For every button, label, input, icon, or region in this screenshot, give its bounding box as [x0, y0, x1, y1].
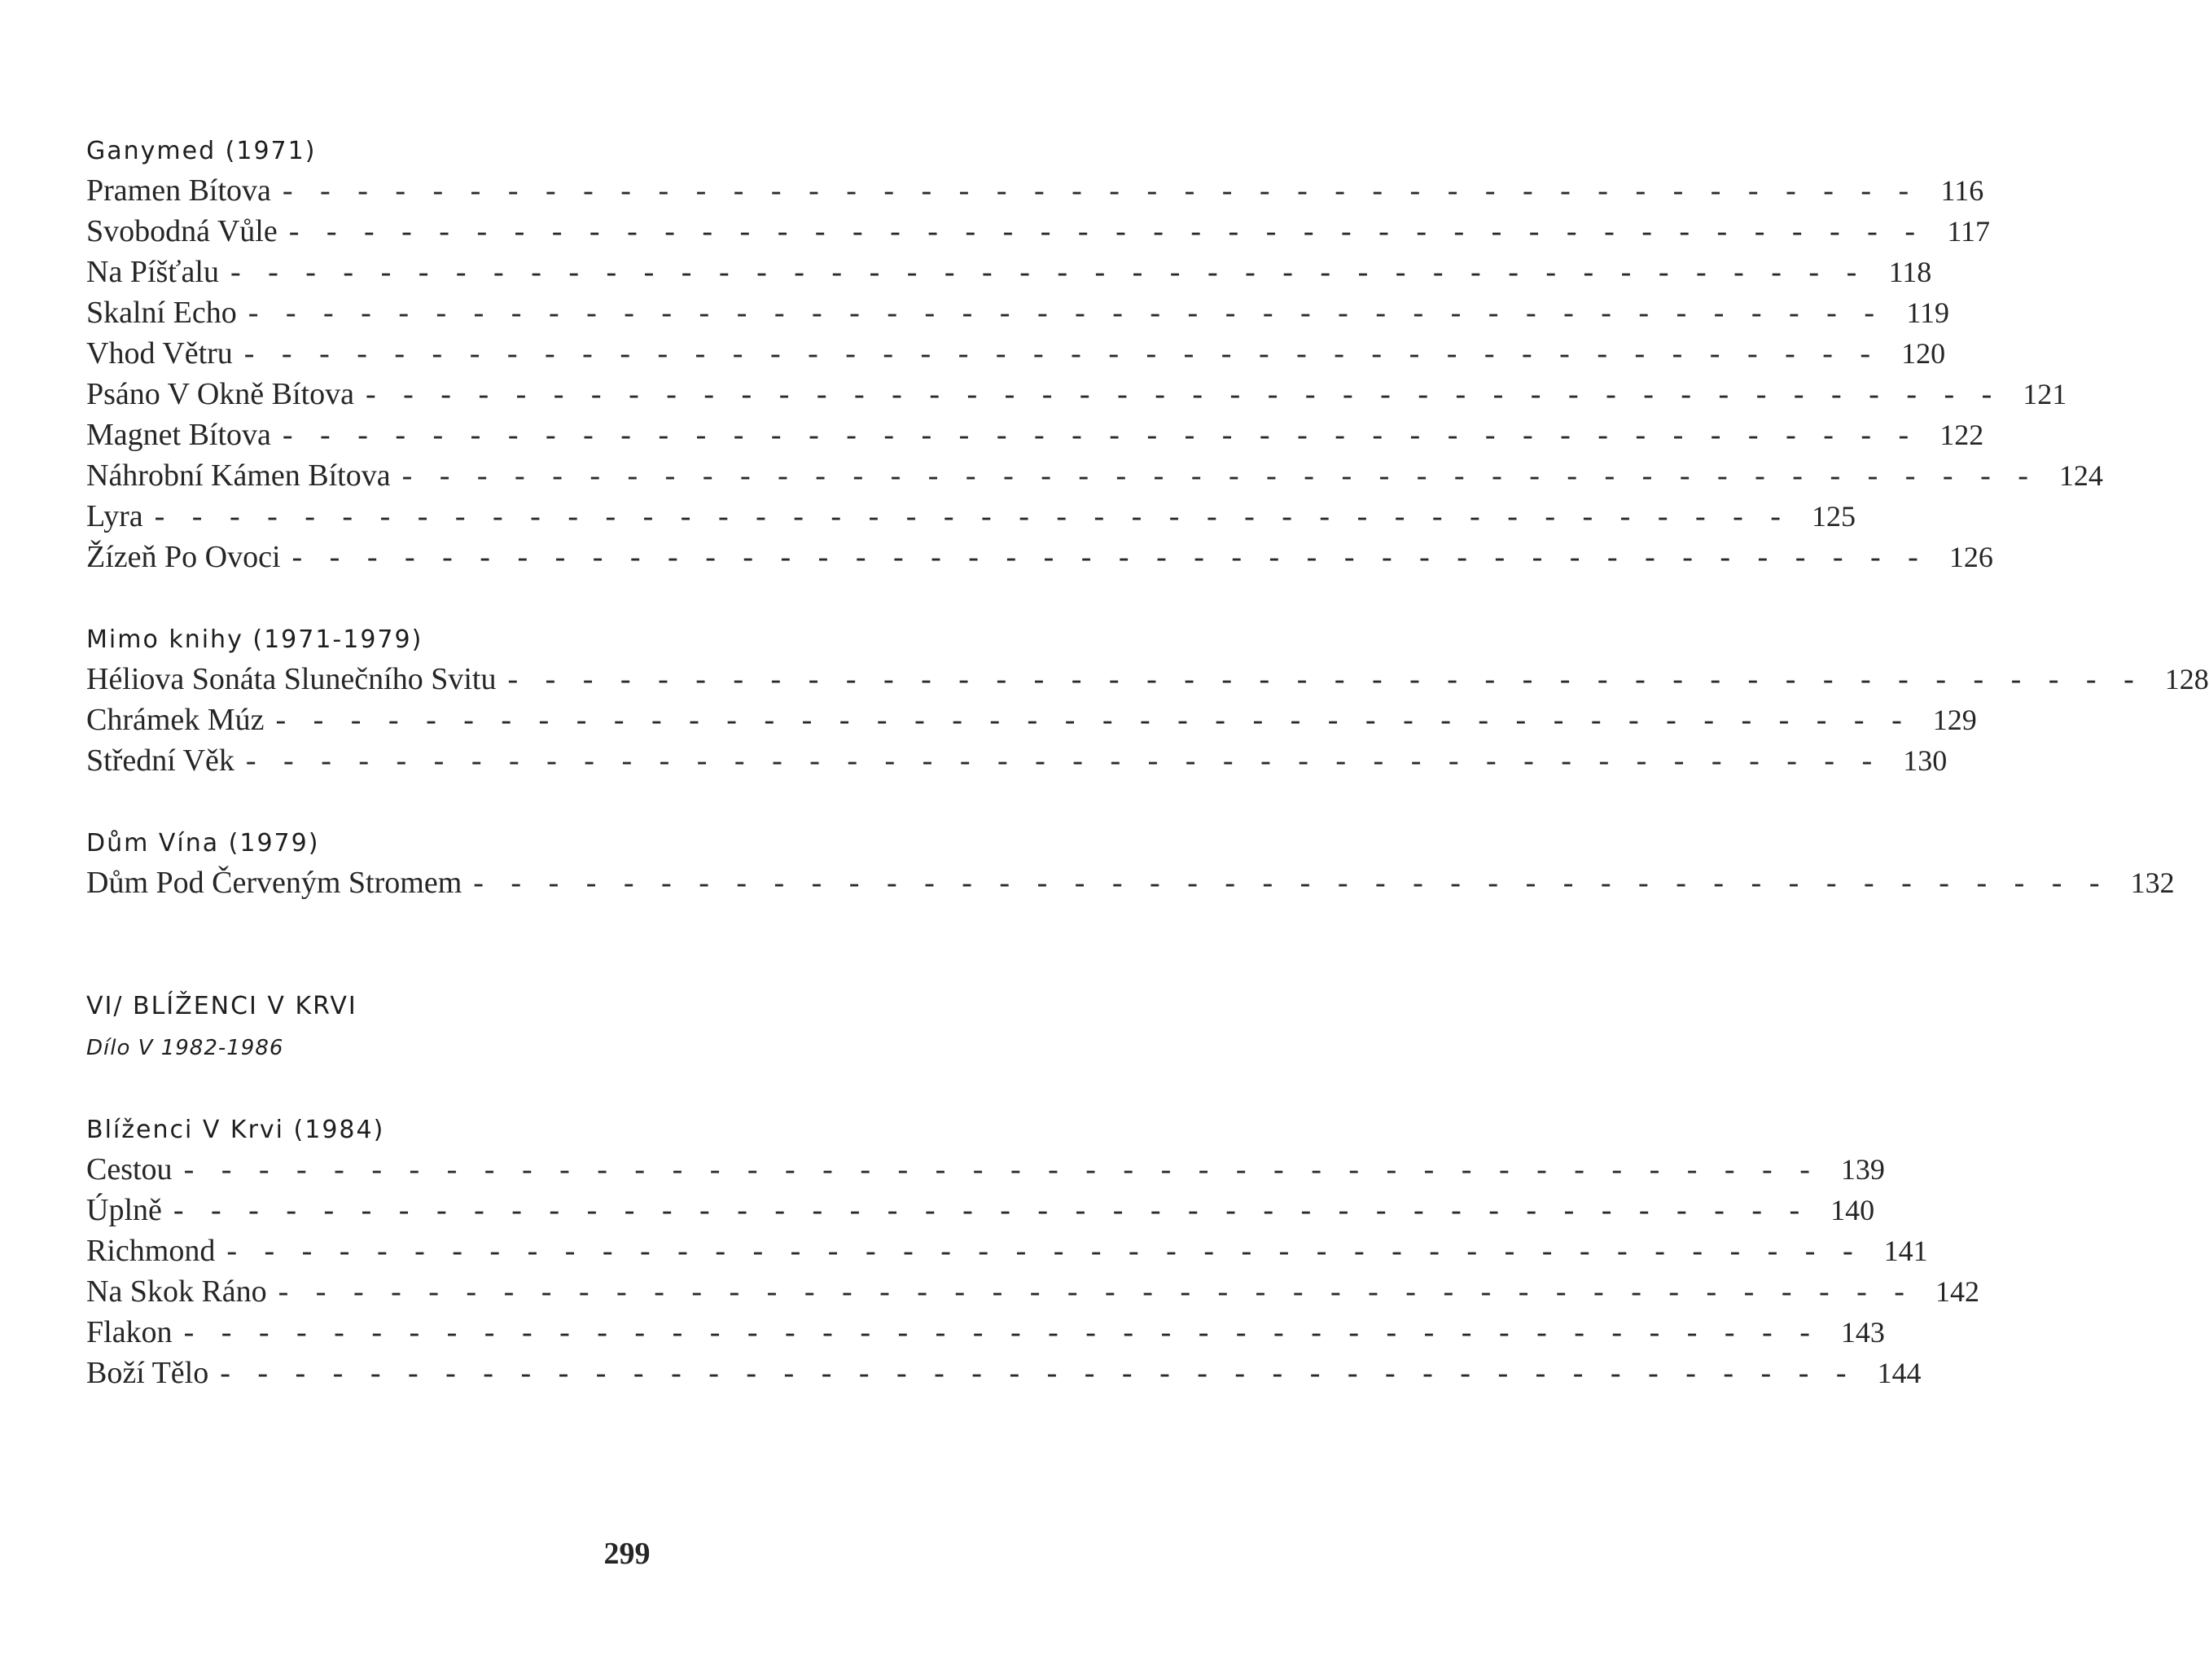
toc-entry [86, 295, 1949, 336]
dot-leader: - - - - - - - - - - - - - - - - - - - - - - - - - - - - - - - - - - - - - - - - - - - - [226, 1234, 1863, 1268]
entry-page-number: 130 [1903, 744, 1948, 777]
entry-title: Cestou [86, 1152, 173, 1187]
entry-page-number: 124 [2058, 459, 2103, 492]
entry-title: Lyra [86, 499, 143, 533]
entry-title: Boží Tělo [86, 1356, 209, 1390]
toc-entry [86, 213, 1990, 254]
entry-page-number: 116 [1940, 174, 1984, 207]
dot-leader: - - - - - - - - - - - - - - - - - - - - - - - - - - - - - - - - - - - - - - - - - - - - [154, 499, 1790, 533]
entry-title: Richmond [86, 1234, 216, 1268]
toc-entry [86, 702, 1977, 743]
entry-title: Vhod Větru [86, 336, 233, 371]
entry-page-number: 120 [1901, 337, 1946, 370]
entry-title: Na Skok Ráno [86, 1274, 267, 1309]
entry-title: Pramen Bítova [86, 173, 271, 208]
entry-page-number: 128 [2164, 663, 2209, 695]
dot-leader: - - - - - - - - - - - - - - - - - - - - - - - - - - - - - - - - - - - - - - - - - - - - [282, 173, 1919, 208]
entry-page-number: 122 [1939, 419, 1984, 451]
toc-entry [86, 1192, 1875, 1233]
entry-page-number: 118 [1888, 256, 1932, 288]
dot-leader: - - - - - - - - - - - - - - - - - - - - - - - - - - - - - - - - - - - - - - - - - - - - [245, 743, 1882, 778]
dot-leader: - - - - - - - - - - - - - - - - - - - - - - - - - - - - - - - - - - - - - - - - - - - - [220, 1356, 1856, 1390]
section-heading: Ganymed (1971) [86, 137, 317, 165]
entry-page-number: 140 [1830, 1194, 1875, 1226]
toc-entry [86, 539, 1993, 580]
entry-page-number: 139 [1840, 1153, 1885, 1186]
toc-entry [86, 1274, 1979, 1314]
section-heading: Mimo knihy (1971-1979) [86, 625, 423, 654]
entry-page-number: 121 [2023, 378, 2067, 410]
toc-entry [86, 1233, 1928, 1274]
part-subheading: Dílo V 1982-1986 [86, 1036, 284, 1060]
entry-page-number: 143 [1840, 1316, 1885, 1349]
entry-title: Střední Věk [86, 743, 234, 778]
toc-entry [86, 173, 1984, 213]
dot-leader: - - - - - - - - - - - - - - - - - - - - - - - - - - - - - - - - - - - - - - - - - - - - [473, 866, 2110, 900]
entry-page-number: 142 [1935, 1275, 1979, 1308]
entry-title: Flakon [86, 1315, 173, 1349]
dot-leader: - - - - - - - - - - - - - - - - - - - - - - - - - - - - - - - - - - - - - - - - - - - - [183, 1315, 1820, 1349]
entry-title: Dům Pod Červeným Stromem [86, 866, 462, 900]
entry-title: Magnet Bítova [86, 418, 271, 452]
dot-leader: - - - - - - - - - - - - - - - - - - - - - - - - - - - - - - - - - - - - - - - - - - - - [507, 662, 2144, 696]
entry-title: Psáno V Okně Bítova [86, 377, 354, 411]
entry-page-number: 117 [1947, 215, 1990, 248]
dot-leader: - - - - - - - - - - - - - - - - - - - - - - - - - - - - - - - - - - - - - - - - - - - - [183, 1152, 1820, 1187]
toc-entry [86, 1151, 1885, 1192]
toc-entry [86, 865, 2175, 906]
dot-leader: - - - - - - - - - - - - - - - - - - - - - - - - - - - - - - - - - - - - - - - - - - - - [230, 255, 1867, 289]
toc-entry [86, 1314, 1885, 1355]
toc-entry [86, 376, 2067, 417]
entry-page-number: 129 [1932, 704, 1977, 736]
entry-title: Náhrobní Kámen Bítova [86, 458, 391, 493]
entry-title: Na Píšťalu [86, 255, 219, 289]
dot-leader: - - - - - - - - - - - - - - - - - - - - - - - - - - - - - - - - - - - - - - - - - - - - [288, 214, 1925, 248]
section-heading: Blíženci V Krvi (1984) [86, 1116, 385, 1144]
dot-leader: - - - - - - - - - - - - - - - - - - - - - - - - - - - - - - - - - - - - - - - - - - - - [278, 1274, 1914, 1309]
dot-leader: - - - - - - - - - - - - - - - - - - - - - - - - - - - - - - - - - - - - - - - - - - - - [275, 703, 1912, 737]
dot-leader: - - - - - - - - - - - - - - - - - - - - - - - - - - - - - - - - - - - - - - - - - - - - [366, 377, 2002, 411]
entry-page-number: 126 [1948, 541, 1993, 573]
toc-entry [86, 743, 1948, 783]
entry-title: Héliova Sonáta Slunečního Svitu [86, 662, 497, 696]
dot-leader: - - - - - - - - - - - - - - - - - - - - - - - - - - - - - - - - - - - - - - - - - - - - [401, 458, 2038, 493]
entry-page-number: 132 [2130, 866, 2175, 899]
toc-entry [86, 336, 1946, 376]
toc-entry [86, 1355, 1922, 1396]
entry-page-number: 125 [1811, 500, 1856, 533]
toc-entry [86, 458, 2103, 498]
entry-title: Žízeň Po Ovoci [86, 540, 281, 574]
entry-title: Chrámek Múz [86, 703, 265, 737]
entry-title: Svobodná Vůle [86, 214, 278, 248]
part-heading: VI/ BLÍŽENCI V KRVI [86, 992, 357, 1020]
dot-leader: - - - - - - - - - - - - - - - - - - - - - - - - - - - - - - - - - - - - - - - - - - - - [248, 296, 1884, 330]
dot-leader: - - - - - - - - - - - - - - - - - - - - - - - - - - - - - - - - - - - - - - - - - - - - [291, 540, 1928, 574]
toc-entry [86, 417, 1984, 458]
toc-entry [86, 498, 1856, 539]
toc-entry [86, 254, 1932, 295]
dot-leader: - - - - - - - - - - - - - - - - - - - - - - - - - - - - - - - - - - - - - - - - - - - - [282, 418, 1919, 452]
entry-page-number: 144 [1877, 1357, 1922, 1389]
dot-leader: - - - - - - - - - - - - - - - - - - - - - - - - - - - - - - - - - - - - - - - - - - - - [173, 1193, 1810, 1227]
entry-page-number: 119 [1906, 296, 1949, 329]
section-heading: Dům Vína (1979) [86, 829, 320, 858]
entry-title: Úplně [86, 1193, 162, 1227]
toc-entry [86, 661, 2209, 702]
dot-leader: - - - - - - - - - - - - - - - - - - - - - - - - - - - - - - - - - - - - - - - - - - - - [243, 336, 1881, 371]
entry-title: Skalní Echo [86, 296, 237, 330]
page-number: 299 [603, 1537, 651, 1571]
entry-page-number: 141 [1883, 1235, 1928, 1267]
